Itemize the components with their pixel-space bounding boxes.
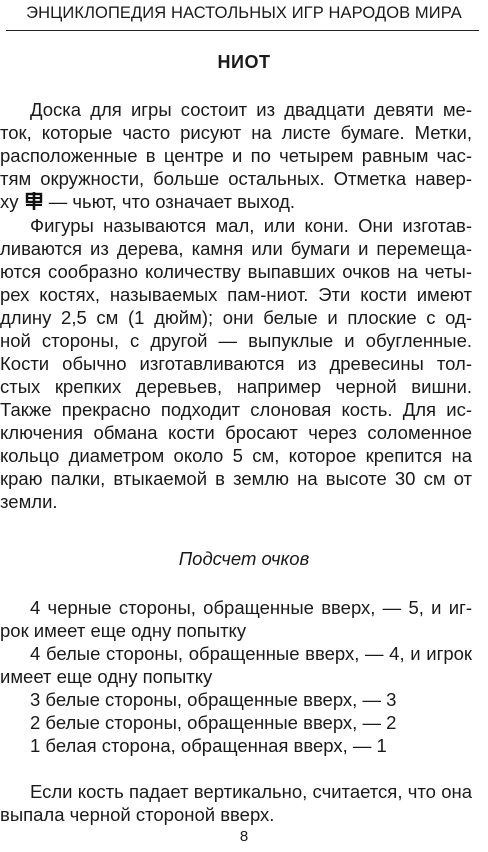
paragraph-2-line: Фигуры называются мал, или кони. Они изготав- xyxy=(30,215,472,236)
scoring-line: имеет еще одну попытку xyxy=(0,666,213,687)
chiut-symbol-icon xyxy=(24,192,44,210)
running-head: ЭНЦИКЛОПЕДИЯ НАСТОЛЬНЫХ ИГР НАРОДОВ МИРА xyxy=(26,4,462,22)
paragraph-2-line: ются сообразно количеству выпавших очков на четы- xyxy=(0,261,472,282)
scoring-line: 4 черные стороны, обращенные вверх, — 5, и иг- xyxy=(30,597,472,618)
paragraph-2-last-line: земли. xyxy=(0,491,58,512)
paragraph-1-line: тям окружности, больше остальных. Отметка навер- xyxy=(0,168,472,189)
paragraph-3-line: Если кость падает вертикально, считается, что она xyxy=(30,781,472,802)
paragraph-2-line: рех костях, называемых пам-ниот. Эти кости имеют xyxy=(0,284,472,305)
paragraph-1-last-prefix: ху xyxy=(0,191,19,212)
paragraph-1-line: ток, которые часто рисуют на листе бумаге. Метки, xyxy=(0,122,472,143)
paragraph-2-line: ной стороны, с другой — выпуклые и обугленные. xyxy=(0,330,472,351)
paragraph-2-line: краю палки, втыкаемой в землю на высоте 30 см от xyxy=(0,468,472,489)
paragraph-2-line: ключения обмана кости бросают через соломенное xyxy=(0,422,472,443)
paragraph-1-line: расположенные в центре и по четырем равным час- xyxy=(0,145,472,166)
paragraph-2-line: длину 2,5 см (1 дюйм); они белые и плоские с од- xyxy=(0,307,472,328)
page-number: 8 xyxy=(239,828,249,845)
scoring-line: 2 белые стороны, обращенные вверх, — 2 xyxy=(30,712,397,733)
scoring-line: 3 белые стороны, обращенные вверх, — 3 xyxy=(30,689,397,710)
header-rule xyxy=(6,30,479,31)
section-subheading: Подсчет очков xyxy=(178,548,310,569)
paragraph-2-line: ливаются из дерева, камня или бумаги и перемеща- xyxy=(0,238,472,259)
paragraph-1-last-line xyxy=(0,190,295,213)
scoring-line: рок имеет еще одну попытку xyxy=(0,620,247,641)
paragraph-2-line: Кости обычно изготавливаются из древесины тол- xyxy=(0,353,472,374)
paragraph-1-line: Доска для игры состоит из двадцати девяти ме- xyxy=(30,99,472,120)
paragraph-3-line: выпала черной стороной вверх. xyxy=(0,804,275,825)
paragraph-2-line: кольцо диаметром около 5 см, которое крепится на xyxy=(0,445,472,466)
paragraph-1-last-suffix: — чьют, что означает выход. xyxy=(48,191,296,212)
scoring-line: 4 белые стороны, обращенные вверх, — 4, и игрок xyxy=(30,643,472,664)
page-title: НИОТ xyxy=(217,52,271,72)
paragraph-2-line: стых крепких деревьев, например черной вишни. xyxy=(0,376,472,397)
paragraph-2-line: Также прекрасно подходит слоновая кость. Для ис- xyxy=(0,399,472,420)
scoring-line: 1 белая сторона, обращенная вверх, — 1 xyxy=(30,735,387,756)
